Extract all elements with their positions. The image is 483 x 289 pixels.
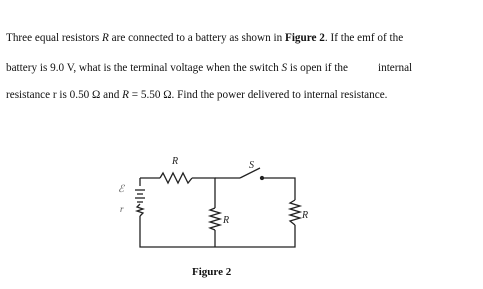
label-top-resistor: R bbox=[172, 156, 179, 167]
label-switch: S bbox=[249, 160, 254, 171]
figure-caption: Figure 2 bbox=[192, 266, 232, 278]
battery bbox=[132, 186, 148, 216]
problem-line-1: Three equal resistors R are connected to a battery as shown in Figure 2. If the emf of the bbox=[6, 32, 404, 44]
problem-line-2: battery is 9.0 V, what is the terminal voltage when the switch S is open if the internal bbox=[6, 62, 413, 74]
label-middle-resistor: R bbox=[223, 215, 230, 226]
label-right-resistor: R bbox=[302, 210, 309, 221]
switch-contact bbox=[261, 177, 264, 180]
middle-resistor bbox=[210, 208, 220, 230]
label-internal-resistance: r bbox=[120, 204, 124, 214]
problem-line-3: resistance r is 0.50 Ω and R = 5.50 Ω. Find the power delivered to internal resistance. bbox=[6, 89, 388, 101]
top-resistor bbox=[160, 173, 192, 183]
wire-top-mid bbox=[192, 178, 215, 208]
label-emf: ℰ bbox=[118, 184, 125, 195]
right-resistor bbox=[290, 200, 300, 225]
wire-switch-right bbox=[262, 178, 295, 200]
